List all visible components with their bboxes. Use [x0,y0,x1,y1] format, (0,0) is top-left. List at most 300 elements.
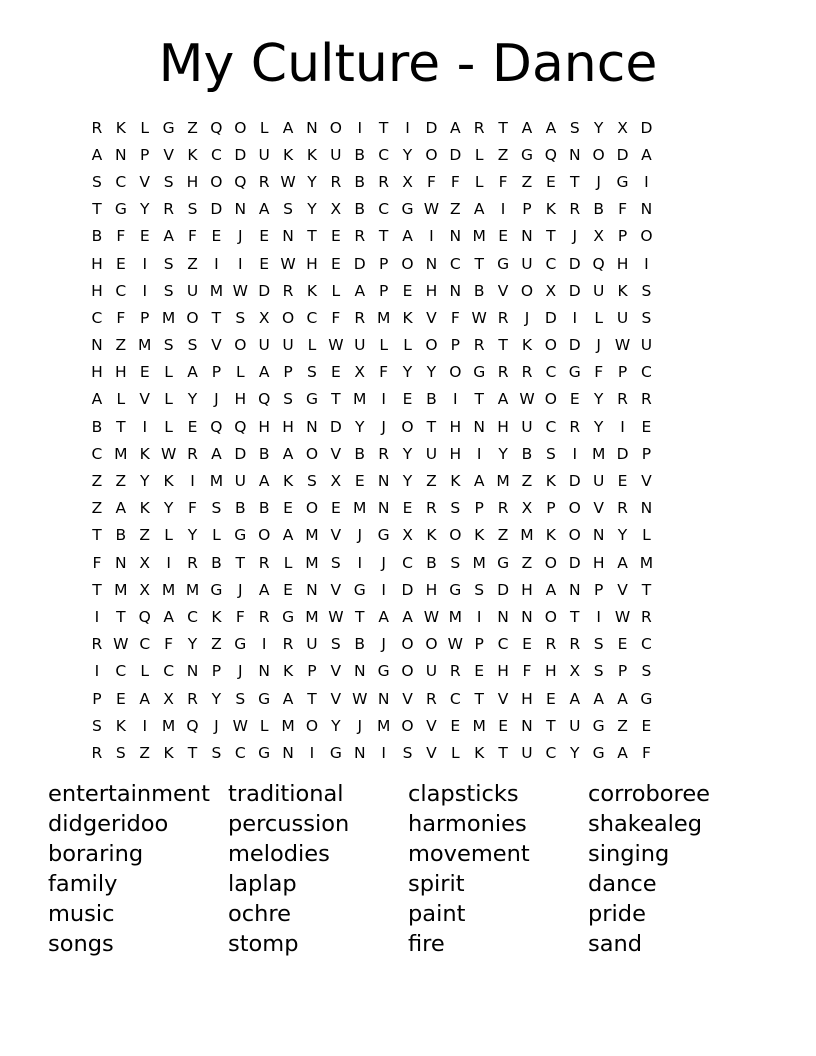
grid-letter: S [211,499,222,518]
grid-letter: K [474,743,485,762]
grid-letter: Z [115,472,127,491]
grid-letter: H [258,417,270,436]
grid-letter: H [521,580,533,599]
grid-letter: N [377,472,390,491]
grid-letter: G [282,607,295,626]
grid-letter: I [620,417,625,436]
grid-letter: O [544,336,557,355]
grid-letter: G [234,526,247,545]
grid-letter: Y [139,472,150,491]
grid-letter: W [232,716,248,735]
letter-grid [85,114,733,767]
grid-letter: N [282,743,294,762]
grid-letter: Y [211,689,222,708]
grid-letter: R [378,172,390,191]
word-list-item: paint [408,901,466,927]
grid-letter: E [569,390,580,409]
grid-letter: K [617,281,628,300]
grid-letter: Q [210,417,223,436]
grid-letter: A [354,281,366,300]
grid-letter: E [498,227,508,246]
grid-letter: U [640,336,653,355]
grid-letter: G [234,635,247,654]
grid-letter: S [163,172,174,191]
grid-letter: E [115,254,126,273]
grid-letter: M [305,607,319,626]
grid-letter: N [282,227,294,246]
grid-letter: A [282,118,294,137]
grid-letter: I [429,227,434,246]
grid-letter: P [474,499,484,518]
grid-letter: L [164,390,173,409]
grid-letter: C [402,553,413,572]
grid-letter: U [306,635,318,654]
grid-letter: I [357,553,363,572]
grid-letter: V [330,526,342,545]
grid-letter: M [353,390,367,409]
grid-letter: M [114,444,128,463]
grid-letter: W [280,172,296,191]
grid-letter: E [139,363,150,382]
word-list-item: laplap [228,871,297,897]
grid-letter: R [91,635,103,654]
grid-letter: O [401,254,414,273]
grid-letter: R [641,607,652,626]
grid-letter: B [426,553,437,572]
grid-letter: L [164,526,173,545]
grid-letter: L [140,662,150,681]
grid-letter: I [214,254,219,273]
grid-letter: I [596,607,601,626]
grid-letter: O [449,363,462,382]
grid-letter: Y [187,526,198,545]
grid-letter: G [162,118,175,137]
grid-row [85,631,733,658]
grid-letter: P [307,662,317,681]
grid-letter: G [305,390,318,409]
grid-letter: C [139,635,151,654]
grid-letter: K [282,472,294,491]
grid-letter: X [139,553,151,572]
grid-letter: V [426,743,437,762]
grid-letter: Z [426,472,437,491]
grid-letter: I [142,716,148,735]
grid-letter: D [449,145,462,164]
grid-letter: T [92,200,102,219]
grid-letter: D [568,281,581,300]
grid-letter: A [282,526,294,545]
grid-letter: T [641,580,652,599]
grid-row [85,304,733,331]
grid-letter: K [450,472,461,491]
grid-letter: L [164,363,173,382]
grid-letter: E [330,227,341,246]
grid-letter: F [235,607,245,626]
grid-row [85,359,733,386]
grid-row [85,712,733,739]
word-list-item: songs [48,931,114,957]
grid-letter: Y [307,172,317,191]
grid-letter: Z [211,635,222,654]
grid-letter: G [568,363,581,382]
grid-letter: L [259,118,269,137]
grid-letter: Y [402,472,413,491]
grid-letter: E [330,499,341,518]
grid-letter: O [401,662,414,681]
grid-row [85,114,733,141]
grid-letter: K [306,281,318,300]
grid-letter: K [211,607,222,626]
grid-letter: R [497,308,509,327]
grid-letter: I [261,635,267,654]
grid-letter: N [306,580,318,599]
grid-letter: H [234,390,247,409]
grid-letter: S [593,635,604,654]
grid-letter: C [210,145,222,164]
grid-letter: X [617,118,628,137]
word-list-item: didgeridoo [48,811,169,837]
grid-letter: D [234,145,247,164]
grid-letter: N [497,607,509,626]
grid-letter: R [258,172,270,191]
grid-letter: R [617,499,628,518]
grid-letter: C [91,308,103,327]
grid-letter: G [377,526,390,545]
grid-letter: G [497,553,510,572]
grid-letter: Y [617,526,628,545]
grid-letter: A [402,607,413,626]
grid-letter: K [426,526,437,545]
grid-letter: R [330,172,342,191]
grid-letter: H [425,580,438,599]
grid-letter: X [545,281,557,300]
grid-letter: I [644,172,649,191]
grid-letter: M [376,308,391,327]
grid-letter: Q [258,390,271,409]
grid-letter: Z [497,145,509,164]
grid-letter: I [381,743,386,762]
grid-letter: S [211,743,222,762]
grid-letter: O [592,145,605,164]
grid-letter: L [642,526,651,545]
grid-letter: Y [402,363,413,382]
grid-letter: V [330,662,342,681]
grid-letter: K [282,145,294,164]
grid-letter: W [160,444,177,463]
word-list-item: singing [588,841,670,867]
grid-letter: M [114,580,128,599]
grid-letter: I [142,417,148,436]
grid-letter: S [593,662,604,681]
grid-letter: A [91,390,103,409]
grid-letter: R [282,281,294,300]
grid-letter: F [116,227,126,246]
grid-letter: R [354,227,366,246]
grid-letter: N [521,716,533,735]
word-list-item: shakealeg [588,811,703,837]
grid-letter: C [234,743,246,762]
grid-letter: H [282,417,294,436]
grid-letter: Y [570,743,580,762]
grid-letter: H [449,417,462,436]
grid-letter: V [497,281,509,300]
grid-letter: U [425,662,438,681]
grid-letter: D [497,580,510,599]
grid-letter: V [402,689,413,708]
grid-letter: B [234,499,246,518]
grid-row [85,277,733,304]
grid-letter: N [449,227,462,246]
grid-letter: S [569,118,580,137]
grid-letter: A [378,607,389,626]
grid-letter: C [115,172,127,191]
grid-letter: R [378,444,390,463]
grid-letter: Z [521,472,533,491]
grid-letter: N [115,145,127,164]
grid-letter: C [545,743,557,762]
grid-letter: M [209,281,224,300]
grid-letter: N [186,662,199,681]
grid-letter: P [140,145,150,164]
grid-letter: Y [426,363,437,382]
grid-letter: F [522,662,532,681]
grid-letter: S [187,200,198,219]
grid-letter: O [234,336,247,355]
grid-letter: E [354,472,365,491]
grid-letter: Q [592,254,605,273]
grid-letter: S [283,200,293,219]
grid-letter: C [545,363,557,382]
grid-letter: S [450,553,461,572]
grid-letter: R [354,308,366,327]
grid-row [85,168,733,195]
grid-letter: Y [498,444,508,463]
word-list-row [48,929,788,959]
grid-letter: O [305,716,319,735]
grid-letter: K [545,472,556,491]
grid-letter: Q [210,118,223,137]
grid-letter: M [472,227,486,246]
grid-letter: O [425,635,438,654]
grid-letter: C [115,662,127,681]
grid-letter: K [163,472,174,491]
grid-letter: U [282,336,294,355]
grid-letter: E [330,254,341,273]
grid-letter: R [473,336,485,355]
grid-letter: C [545,417,557,436]
grid-letter: D [568,254,581,273]
grid-letter: V [617,580,628,599]
grid-letter: X [569,662,581,681]
grid-letter: T [426,417,437,436]
grid-letter: B [258,499,270,518]
grid-letter: I [500,200,506,219]
grid-letter: N [640,200,653,219]
grid-letter: P [211,363,222,382]
grid-letter: Z [521,553,533,572]
grid-letter: O [568,499,581,518]
grid-letter: C [378,200,390,219]
grid-letter: F [426,172,436,191]
grid-letter: V [139,390,151,409]
grid-letter: C [641,635,652,654]
grid-letter: L [474,145,484,164]
grid-letter: R [497,499,509,518]
grid-letter: L [594,308,603,327]
grid-letter: H [521,689,533,708]
grid-letter: D [329,417,342,436]
grid-letter: U [521,417,533,436]
grid-letter: E [283,499,293,518]
grid-letter: S [330,553,341,572]
grid-letter: E [115,689,126,708]
grid-letter: U [330,145,342,164]
grid-letter: Y [139,200,150,219]
word-list-item: fire [408,931,445,957]
grid-letter: I [190,472,195,491]
grid-letter: G [210,580,223,599]
grid-letter: S [474,580,485,599]
word-list-item: ochre [228,901,291,927]
word-list-item: stomp [228,931,299,957]
grid-letter: M [161,716,176,735]
grid-letter: O [449,526,462,545]
grid-letter: W [328,336,344,355]
grid-letter: F [618,200,627,219]
grid-letter: R [569,417,581,436]
grid-letter: U [569,716,581,735]
grid-letter: N [640,499,653,518]
word-list-item: sand [588,931,643,957]
grid-letter: B [593,200,604,219]
grid-letter: H [425,281,438,300]
grid-letter: A [617,689,628,708]
grid-letter: Q [234,172,247,191]
grid-letter: M [161,308,176,327]
grid-letter: A [282,689,294,708]
grid-letter: K [306,145,318,164]
grid-letter: I [381,580,386,599]
grid-letter: B [354,200,366,219]
grid-letter: V [426,716,437,735]
grid-letter: O [210,172,223,191]
grid-letter: C [497,635,509,654]
grid-letter: I [476,607,482,626]
grid-letter: O [305,499,319,518]
grid-letter: T [116,607,126,626]
grid-letter: G [640,689,653,708]
grid-letter: A [258,580,270,599]
grid-letter: C [306,308,318,327]
grid-letter: P [140,308,150,327]
grid-row [85,658,733,685]
grid-letter: R [569,200,581,219]
grid-letter: P [617,227,628,246]
grid-letter: M [591,444,606,463]
word-list-item: boraring [48,841,144,867]
grid-letter: I [572,308,578,327]
grid-letter: E [641,716,652,735]
grid-letter: O [305,444,319,463]
grid-letter: B [354,444,366,463]
grid-letter: G [258,689,271,708]
grid-letter: A [258,363,270,382]
grid-letter: I [166,553,171,572]
word-list-row [48,899,788,929]
grid-letter: K [187,145,198,164]
grid-letter: J [572,227,578,246]
grid-letter: A [473,472,485,491]
grid-letter: U [234,472,246,491]
grid-letter: F [116,308,126,327]
grid-letter: L [307,336,317,355]
grid-letter: N [377,499,390,518]
word-list-item: entertainment [48,781,210,807]
grid-letter: Y [593,390,604,409]
grid-letter: M [305,526,319,545]
grid-letter: E [402,281,413,300]
grid-row [85,250,733,277]
grid-letter: M [138,336,152,355]
grid-letter: S [307,472,317,491]
word-list-item: family [48,871,118,897]
grid-row [85,549,733,576]
grid-letter: A [115,499,127,518]
grid-letter: X [354,363,366,382]
grid-letter: Z [91,499,103,518]
grid-letter: F [331,308,341,327]
grid-letter: K [115,716,126,735]
grid-letter: N [592,526,605,545]
grid-row [85,685,733,712]
grid-letter: I [357,118,363,137]
grid-letter: G [353,580,366,599]
grid-letter: U [425,444,438,463]
grid-letter: M [520,526,534,545]
grid-letter: U [616,308,629,327]
grid-letter: I [453,390,458,409]
grid-letter: C [378,145,390,164]
grid-letter: S [92,716,102,735]
grid-letter: T [570,607,580,626]
grid-letter: S [163,336,174,355]
word-list-item: music [48,901,115,927]
grid-letter: W [614,336,631,355]
grid-letter: L [235,363,245,382]
grid-letter: I [238,254,243,273]
grid-letter: M [161,580,176,599]
grid-letter: R [473,118,485,137]
grid-letter: X [139,580,151,599]
grid-letter: W [113,635,129,654]
grid-letter: D [568,553,581,572]
grid-letter: E [259,254,270,273]
grid-letter: R [163,200,174,219]
grid-letter: E [211,227,222,246]
grid-letter: L [116,390,126,409]
grid-letter: S [545,444,556,463]
grid-letter: Y [307,200,317,219]
grid-letter: O [544,390,557,409]
grid-letter: D [258,281,271,300]
word-list-item: percussion [228,811,350,837]
grid-letter: Y [187,390,198,409]
grid-letter: B [521,444,533,463]
grid-letter: X [330,472,342,491]
grid-letter: E [187,417,198,436]
grid-letter: C [449,254,461,273]
grid-row [85,413,733,440]
